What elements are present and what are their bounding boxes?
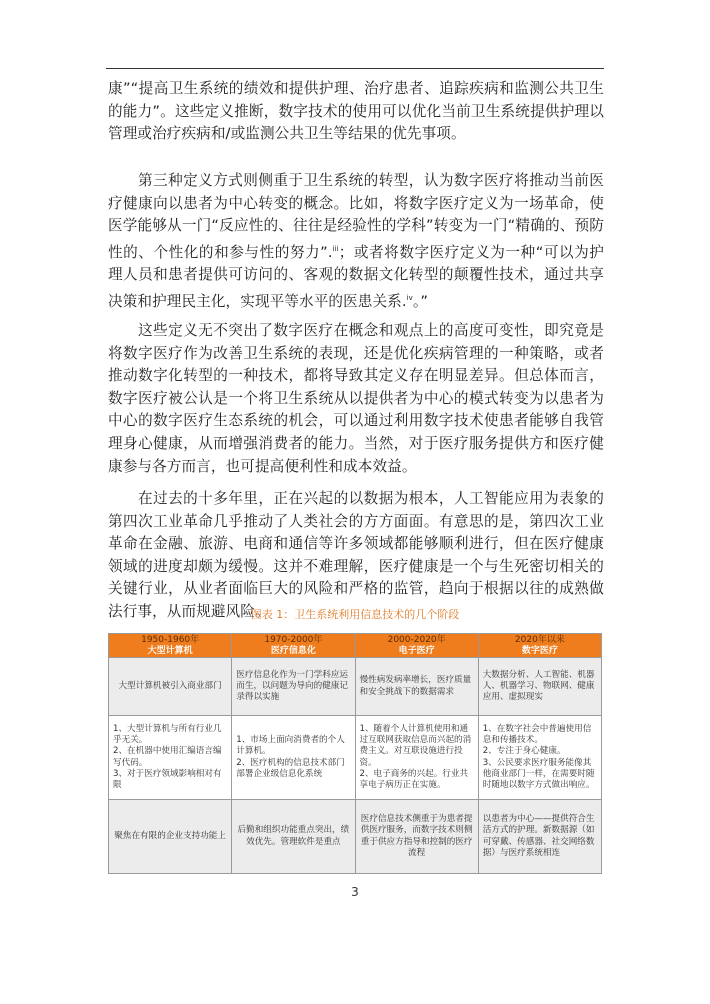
column-stage: 数字医疗 bbox=[521, 645, 558, 656]
table-cell: 医疗信息技术侧重于为患者提供医疗服务，而数字技术则侧重于供应方指导和控制的医疗流程 bbox=[355, 800, 478, 874]
paragraph-4: 在过去的十多年里，正在兴起的以数据为根本，人工智能应用为表象的第四次工业革命几乎推动了人类社会的方方面面。有意思的是，第四次工业革命在金融、旅游、电商和通信等许多领域都能够顺利进行，但在医疗健康领域的进度却颇为缓慢。这并不难理解，医疗健康是一个与生死密切相关的关键行业，从业者面临巨大的风险和严格的监管，趋向于根据以往的成熟做法行事，从而规避风险。 bbox=[108, 490, 604, 620]
table-row bbox=[109, 800, 602, 874]
table-cell: 大型计算机被引入商业部门 bbox=[109, 658, 232, 716]
column-stage: 电子医疗 bbox=[398, 645, 435, 656]
paragraph-1: 康”“提高卫生系统的绩效和提供护理、治疗患者、追踪疾病和监测公共卫生的能力”。这些定义推断，数字技术的使用可以优化当前卫生系统提供护理以管理或治疗疾病和/或监测公共卫生等结果的优先事项。 bbox=[108, 80, 604, 143]
column-header bbox=[232, 634, 355, 658]
table-row bbox=[109, 716, 602, 800]
column-period: 2000-2020年 bbox=[387, 635, 446, 645]
table-row bbox=[109, 658, 602, 716]
paragraph-2 bbox=[108, 170, 604, 313]
page-number: 3 bbox=[351, 885, 359, 899]
column-period: 1950-1960年 bbox=[141, 635, 200, 645]
column-stage: 医疗信息化 bbox=[270, 645, 316, 656]
footnote-ref-iv[interactable]: iv bbox=[406, 293, 413, 302]
column-stage: 大型计算机 bbox=[147, 645, 193, 656]
paragraph-3: 这些定义无不突出了数字医疗在概念和观点上的高度可变性，即究竟是将数字医疗作为改善卫生系统的表现，还是优化疾病管理的一种策略，或者推动数字化转型的一种技术，都将导致其定义存在明显差异。但总体而言，数字医疗被公认是一个将卫生系统从以提供者为中心的模式转变为以患者为中心的数字医疗生态系统的机会，可以通过利用数字技术使患者能够自我管理身心健康，从而增强消费者的能力。当然，对于医疗服务提供方和医疗健康参与各方而言，也可提高便利性和成本效益。 bbox=[108, 322, 604, 475]
table-cell: 以患者为中心——提供符合生活方式的护理。新数据源（如可穿戴、传感器、社交网络数据）与医疗系统相连 bbox=[478, 800, 601, 874]
paragraph-2-part-b: ；或者将数字医疗定义为一种“可以为护理人员和患者提供可访问的、客观的数据文化转型的颠覆性技术，通过共享决策和护理民主化，实现平等水平的医患关系. bbox=[108, 243, 604, 310]
column-period: 1970-2000年 bbox=[264, 635, 323, 645]
paragraph-2-part-a: 第三种定义方式则侧重于卫生系统的转型，认为数字医疗将推动当前医疗健康向以患者为中心转变的概念。比如，将数字医疗定义为一场革命，使医学能够从一门“反应性的、往往是经验性的学科”转变为一门“精确的、预防性的、个性化的和参与性的努力”. bbox=[108, 172, 604, 261]
table-header-row bbox=[109, 634, 602, 658]
table-cell: 聚焦在有限的企业支持功能上 bbox=[109, 800, 232, 874]
header-rule bbox=[106, 68, 604, 69]
table-cell: 1、大型计算机与所有行业几乎无关。 2、在机器中使用汇编语言编写代码。 3、对于医疗领域影响相对有限 bbox=[109, 716, 232, 800]
column-header bbox=[355, 634, 478, 658]
table-cell: 1、随着个人计算机使用和通过互联网获取信息而兴起的消费主义。对互联设施进行投资。 2、电子商务的兴起。行业共享电子病历正在实施。 bbox=[355, 716, 478, 800]
table-cell: 医疗信息化作为一门学科应运而生，以问题为导向的健康记录得以实施 bbox=[232, 658, 355, 716]
footnote-ref-iii[interactable]: iii bbox=[332, 244, 339, 253]
table-cell: 慢性病发病率增长，医疗质量和安全挑战下的数据需求 bbox=[355, 658, 478, 716]
figure-caption: 图表 1：卫生系统利用信息技术的几个阶段 bbox=[250, 608, 460, 621]
column-period: 2020年以来 bbox=[514, 635, 565, 645]
table-cell: 后勤和组织功能重点突出，绩效优先。管理软件是重点 bbox=[232, 800, 355, 874]
paragraph-2-part-c: 。” bbox=[412, 292, 428, 310]
table-cell: 1、在数字社会中普遍使用信息和传播技术。 2、专注于身心健康。 3、公民要求医疗服务能像其他商业部门一样，在需要时随时随地以数字方式做出响应。 bbox=[478, 716, 601, 800]
table-cell: 大数据分析、人工智能、机器人、机器学习、物联网、健康应用、虚拟现实 bbox=[478, 658, 601, 716]
table-cell: 1、市场上面向消费者的个人计算机。 2、医疗机构的信息技术部门部署企业级信息化系统 bbox=[232, 716, 355, 800]
column-header bbox=[478, 634, 601, 658]
column-header bbox=[109, 634, 232, 658]
stages-table bbox=[108, 633, 602, 874]
